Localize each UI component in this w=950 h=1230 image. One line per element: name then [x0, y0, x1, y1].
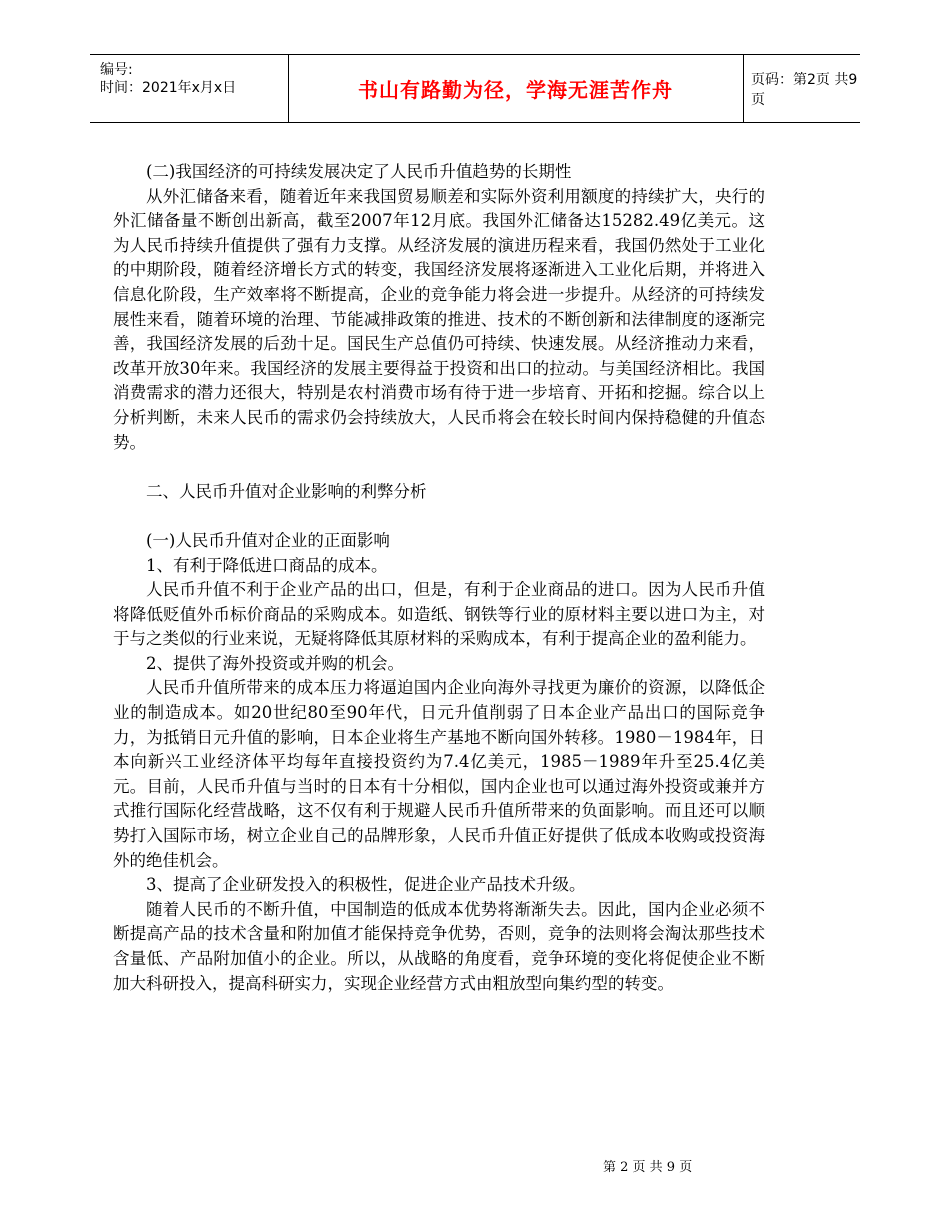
serial-number-label: 编号: [100, 62, 133, 78]
paragraph: 随着人民币的不断升值，中国制造的低成本优势将渐渐失去。因此，国内企业必须不断提高产品的技术含量和附加值才能保持竞争优势，否则，竞争的法则将会淘汰那些技术含量低、产品附加值小的企业。所以，从战略的角度看，竞争环境的变化将促使企业不断加大科研投入，提高科研实力，实现企业经营方式由粗放型向集约型的转变。 [113, 899, 765, 993]
section-heading: (一)人民币升值对企业的正面影响 [146, 530, 390, 550]
list-item-heading: 2、提供了海外投资或并购的机会。 [146, 653, 404, 673]
paragraph: 人民币升值不利于企业产品的出口，但是，有利于企业商品的进口。因为人民币升值将降低贬值外币标价商品的采购成本。如造纸、钢铁等行业的原材料主要以进口为主，对于与之类似的行业来说，无疑将降低其原材料的采购成本，有利于提高企业的盈利能力。 [113, 580, 765, 649]
paragraph: 从外汇储备来看，随着近年来我国贸易顺差和实际外资利用额度的持续扩大，央行的外汇储备量不断创出新高，截至2007年12月底。我国外汇储备达15282.49亿美元。这为人民币持续升值提供了强有力支撑。从经济发展的演进历程来看，我国仍然处于工业化的中期阶段，随着经济增长方式的转变，我国经济发展将逐渐进入工业化后期，并将进入信息化阶段，生产效率将不断提高，企业的竞争能力将会进一步提升。从经济的可持续发展性来看，随着环境的治理、节能减排政策的推进、技术的不断创新和法律制度的逐渐完善，我国经济发展的后劲十足。国民生产总值仍可持续、快速发展。从经济推动力来看，改革开放30年来。我国经济的发展主要得益于投资和出口的拉动。与美国经济相比。我国消费需求的潜力还很大，特别是农村消费市场有待于进一步培育、开拓和挖掘。综合以上分析判断，未来人民币的需求仍会持续放大，人民币将会在较长时间内保持稳健的升值态势。 [113, 186, 765, 452]
header-table [90, 54, 860, 123]
paragraph: 人民币升值所带来的成本压力将逼迫国内企业向海外寻找更为廉价的资源，以降低企业的制造成本。如20世纪80至90年代，日元升值削弱了日本企业产品出口的国际竞争力，为抵销日元升值的影响，日本企业将生产基地不断向国外转移。1980－1984年，日本向新兴工业经济体平均每年直接投资约为7.4亿美元，1985－1989年升至25.4亿美元。目前，人民币升值与当时的日本有十分相似，国内企业也可以通过海外投资或兼并方式推行国际化经营战略，这不仅有利于规避人民币升值所带来的负面影响。而且还可以顺势打入国际市场，树立企业自己的品牌形象，人民币升值正好提供了低成本收购或投资海外的绝佳机会。 [113, 678, 765, 870]
motto-text: 书山有路勤为径，学海无涯苦作舟 [358, 78, 673, 102]
header-left-cell [90, 55, 289, 122]
list-item-heading: 3、提高了企业研发投入的积极性，促进企业产品技术升级。 [146, 875, 586, 895]
header-motto-cell [288, 55, 744, 122]
page-info: 页码：第2页 共9页 [751, 71, 858, 108]
list-item-heading: 1、有利于降低进口商品的成本。 [146, 555, 388, 575]
section-heading: 二、人民币升值对企业影响的利弊分析 [146, 481, 427, 501]
header-page-cell [743, 55, 860, 122]
page-footer: 第 2 页 共 9 页 [603, 1160, 693, 1175]
document-body [113, 160, 765, 996]
section-heading: (二)我国经济的可持续发展决定了人民币升值趋势的长期性 [146, 162, 572, 181]
date-label: 时间：2021年x月x日 [100, 80, 237, 96]
